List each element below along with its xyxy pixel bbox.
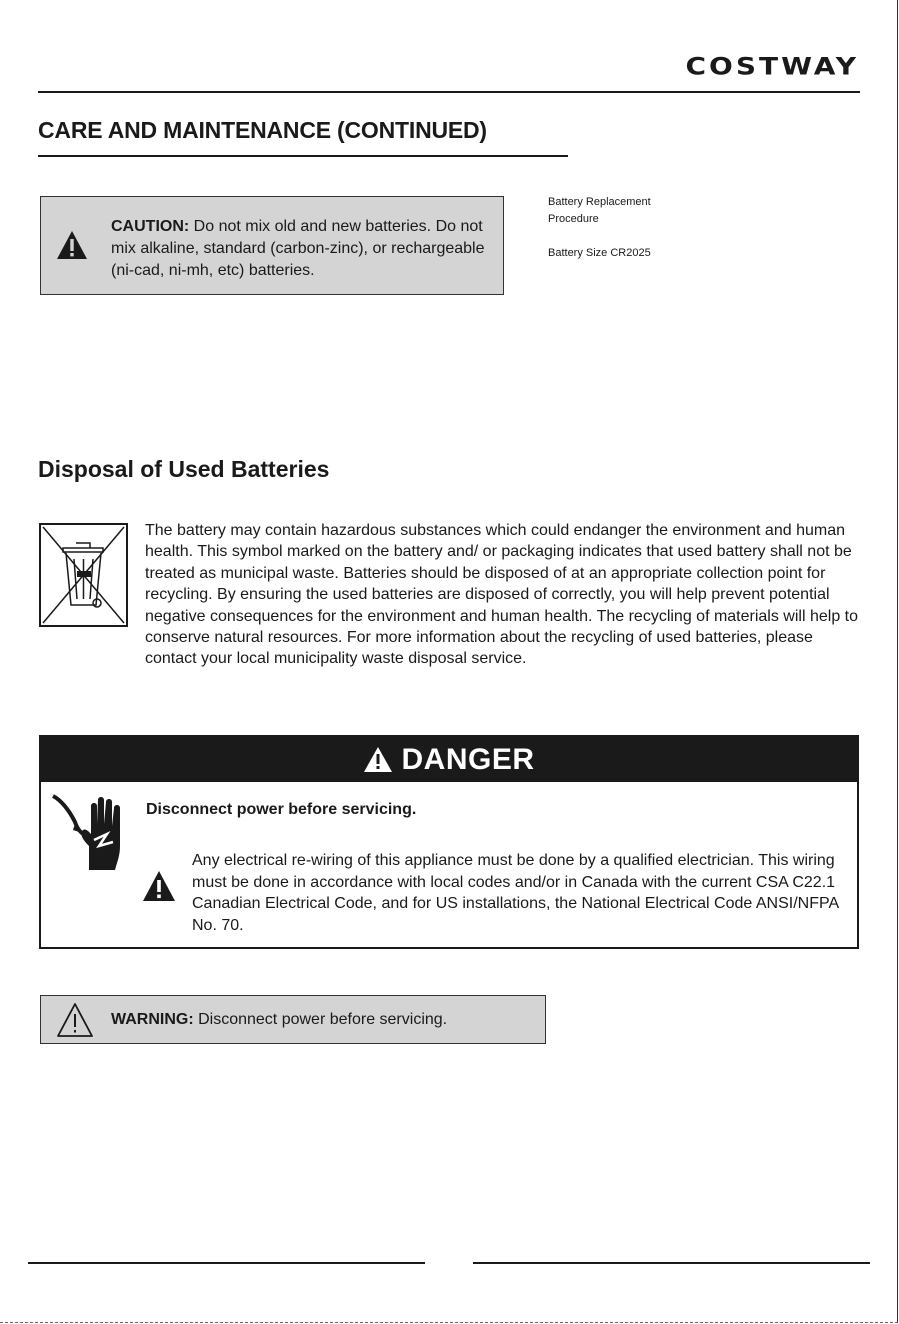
battery-note [548, 194, 651, 262]
danger-header [41, 737, 857, 782]
warning-label: WARNING: [111, 1011, 194, 1028]
weee-symbol-box [39, 523, 128, 627]
caution-text [111, 216, 496, 282]
warning-box [40, 995, 546, 1044]
battery-note-line1: Battery Replacement [548, 196, 651, 208]
footer-rule-left [28, 1262, 425, 1264]
brand-logo: COSTWAY [685, 52, 859, 81]
danger-label: DANGER [401, 742, 535, 776]
crossed-out-bin-icon [41, 525, 126, 625]
disposal-title: Disposal of Used Batteries [38, 456, 330, 482]
header-rule [38, 91, 860, 93]
disposal-text: The battery may contain hazardous substances which could endanger the environment and human health. This symbol marked on the battery and/ or packaging indicates that used battery shall not be treated as municipal waste. Batteries should be disposed of at an appropriate collection point for recycling. By ensuring the used batteries are disposed of correctly, you will help prevent potential negative consequences for the environment and human health. The recycling of materials will help to conserve natural resources. For more information about the recycling of used batteries, please contact your local municipality waste disposal service. [145, 522, 859, 668]
danger-text: Any electrical re-wiring of this appliance must be done by a qualified electrician. This wiring must be done in accordance with local codes and/or in Canada with the current CSA C22.1 Canadian Electrical Code, and for US installations, the National Electrical Code ANSI/NFPA No. 70. [192, 852, 839, 934]
warning-triangle-icon [56, 230, 88, 260]
warning-triangle-outline-icon [56, 1002, 94, 1038]
electric-shock-hand-icon [49, 790, 131, 870]
danger-box [39, 735, 859, 949]
title-rule [38, 155, 568, 157]
section-title: CARE AND MAINTENANCE (CONTINUED) [38, 117, 487, 143]
danger-subtitle: Disconnect power before servicing. [146, 801, 417, 818]
danger-triangle-icon [363, 746, 393, 773]
caution-box [40, 196, 504, 295]
warning-triangle-icon [142, 870, 176, 902]
warning-text [111, 1011, 447, 1029]
caution-body: Do not mix old and new batteries. Do not mix alkaline, standard (carbon-zinc), or rechargeable (ni-cad, ni-mh, etc) batteries. [111, 218, 485, 279]
caution-label: CAUTION: [111, 218, 190, 235]
battery-size: Battery Size CR2025 [548, 247, 651, 259]
warning-body: Disconnect power before servicing. [193, 1011, 448, 1028]
footer-rule-right [473, 1262, 870, 1264]
battery-note-line2: Procedure [548, 213, 599, 225]
